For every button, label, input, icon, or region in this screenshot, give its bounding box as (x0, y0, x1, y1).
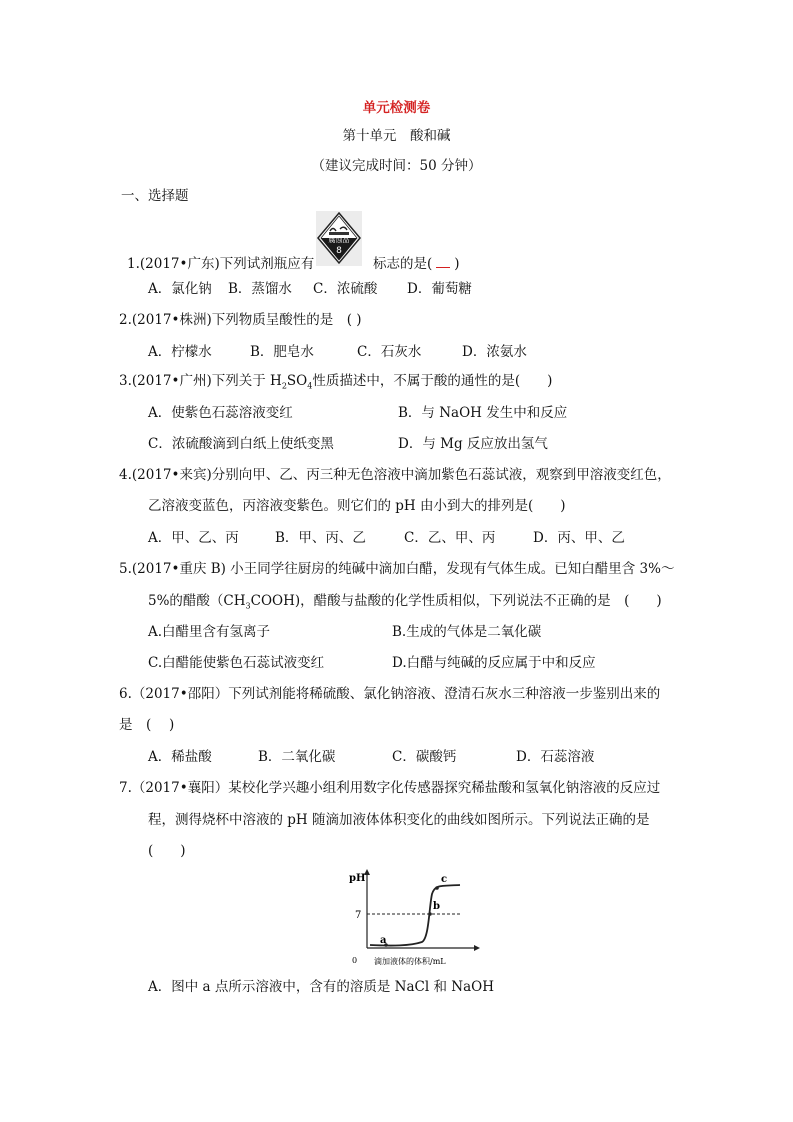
point-b (428, 912, 432, 916)
q2-option-d: D．浓氨水 (462, 344, 527, 360)
q1-stem-a: 1.(2017•广东)下列试剂瓶应有 (127, 256, 315, 272)
q1-option-a: A．氯化钠 (148, 281, 212, 297)
q7-line1: 7.（2017•襄阳）某校化学兴趣小组利用数字化传感器探究稀盐酸和氢氧化钠溶液的反应过 (119, 780, 661, 796)
sign-label: 腐蚀品 (328, 236, 350, 244)
q5-option-c: C.白醋能使紫色石蕊试液变红 (148, 655, 325, 671)
q3-option-a: A．使紫色石蕊溶液变红 (148, 405, 293, 421)
q5-line1: 5.(2017•重庆 B) 小王同学往厨房的纯碱中滴加白醋，发现有气体生成。已知白醋里含 3%～ (119, 561, 675, 577)
q3-option-d: D．与 Mg 反应放出氢气 (398, 436, 548, 452)
point-a-label: a (380, 935, 387, 946)
q4-option-a: A．甲、乙、丙 (148, 530, 239, 546)
q5-option-b: B.生成的气体是二氧化碳 (392, 624, 542, 640)
q6-option-b: B．二氧化碳 (258, 749, 336, 765)
section-heading: 一、选择题 (121, 188, 189, 204)
point-c (435, 886, 439, 890)
q4-option-d: D．丙、甲、乙 (533, 530, 625, 546)
ph-seven-label: 7 (355, 910, 362, 921)
q6-option-d: D．石蕊溶液 (516, 749, 595, 765)
q1-stem-b: 标志的是( ) (373, 256, 460, 272)
q1-option-b: B．蒸馏水 (228, 281, 292, 297)
y-axis-label: pH (349, 873, 366, 884)
x-axis-label: 滴加液体的体积/mL (374, 957, 446, 966)
page-title: 单元检测卷 (362, 100, 431, 116)
point-c-label: c (441, 874, 448, 885)
q4-line1: 4.(2017•来宾)分别向甲、乙、丙三种无色溶液中滴加紫色石蕊试液，观察到甲溶液变红色， (119, 467, 671, 483)
unit-title: 第十单元 酸和碱 (342, 128, 451, 144)
q5-line2: 5%的醋酸$(CH_3COOH)$，醋酸与盐酸的化学性质相似，下列说法不正确的是 ( ) (148, 593, 662, 611)
q2-option-a: A．柠檬水 (148, 344, 212, 360)
q6-option-a: A．稀盐酸 (148, 749, 212, 765)
q4-option-c: C．乙、甲、丙 (404, 530, 496, 546)
corrosive-sign-icon (316, 211, 362, 266)
q7-line2: 程，测得烧杯中溶液的 pH 随滴加液体体积变化的曲线如图所示。下列说法正确的是 (148, 812, 650, 828)
time-suggestion: （建议完成时间：50 分钟） (311, 158, 482, 174)
q4-option-b: B．甲、丙、乙 (275, 530, 366, 546)
q3-option-b: B．与 NaOH 发生中和反应 (398, 405, 568, 421)
point-b-label: b (433, 901, 440, 912)
q3-option-c: C．浓硫酸滴到白纸上使纸变黑 (148, 436, 334, 452)
q7-line3: ( ) (148, 843, 186, 859)
q6-line1: 6.（2017•邵阳）下列试剂能将稀硫酸、氯化钠溶液、澄清石灰水三种溶液一步鉴别出来的 (119, 686, 661, 702)
q5-option-a: A.白醋里含有氢离子 (148, 624, 271, 640)
q1-answer-blank (436, 257, 450, 268)
q7-option-a: A．图中 a 点所示溶液中，含有的溶质是 NaCl 和 NaOH (148, 979, 494, 995)
q5-option-d: D.白醋与纯碱的反应属于中和反应 (392, 655, 596, 671)
q6-option-c: C．碳酸钙 (392, 749, 457, 765)
q2-option-c: C．石灰水 (357, 344, 422, 360)
q3-stem: 3.(2017•广州)下列关于 $H_2SO_4$性质描述中，不属于酸的通性的是( ) (119, 373, 553, 391)
origin-label: 0 (352, 956, 358, 965)
q1-option-c: C．浓硫酸 (313, 281, 378, 297)
x-axis-arrow-icon (474, 945, 480, 951)
q4-line2: 乙溶液变蓝色，丙溶液变紫色。则它们的 pH 由小到大的排列是( ) (148, 498, 566, 514)
ph-curve-graph (349, 866, 482, 966)
q2-stem: 2.(2017•株洲)下列物质呈酸性的是 ( ) (119, 312, 362, 328)
q1-option-d: D．葡萄糖 (407, 281, 472, 297)
sign-number: 8 (336, 246, 342, 256)
q6-line2: 是 ( ) (119, 717, 175, 733)
q2-option-b: B．肥皂水 (250, 344, 314, 360)
